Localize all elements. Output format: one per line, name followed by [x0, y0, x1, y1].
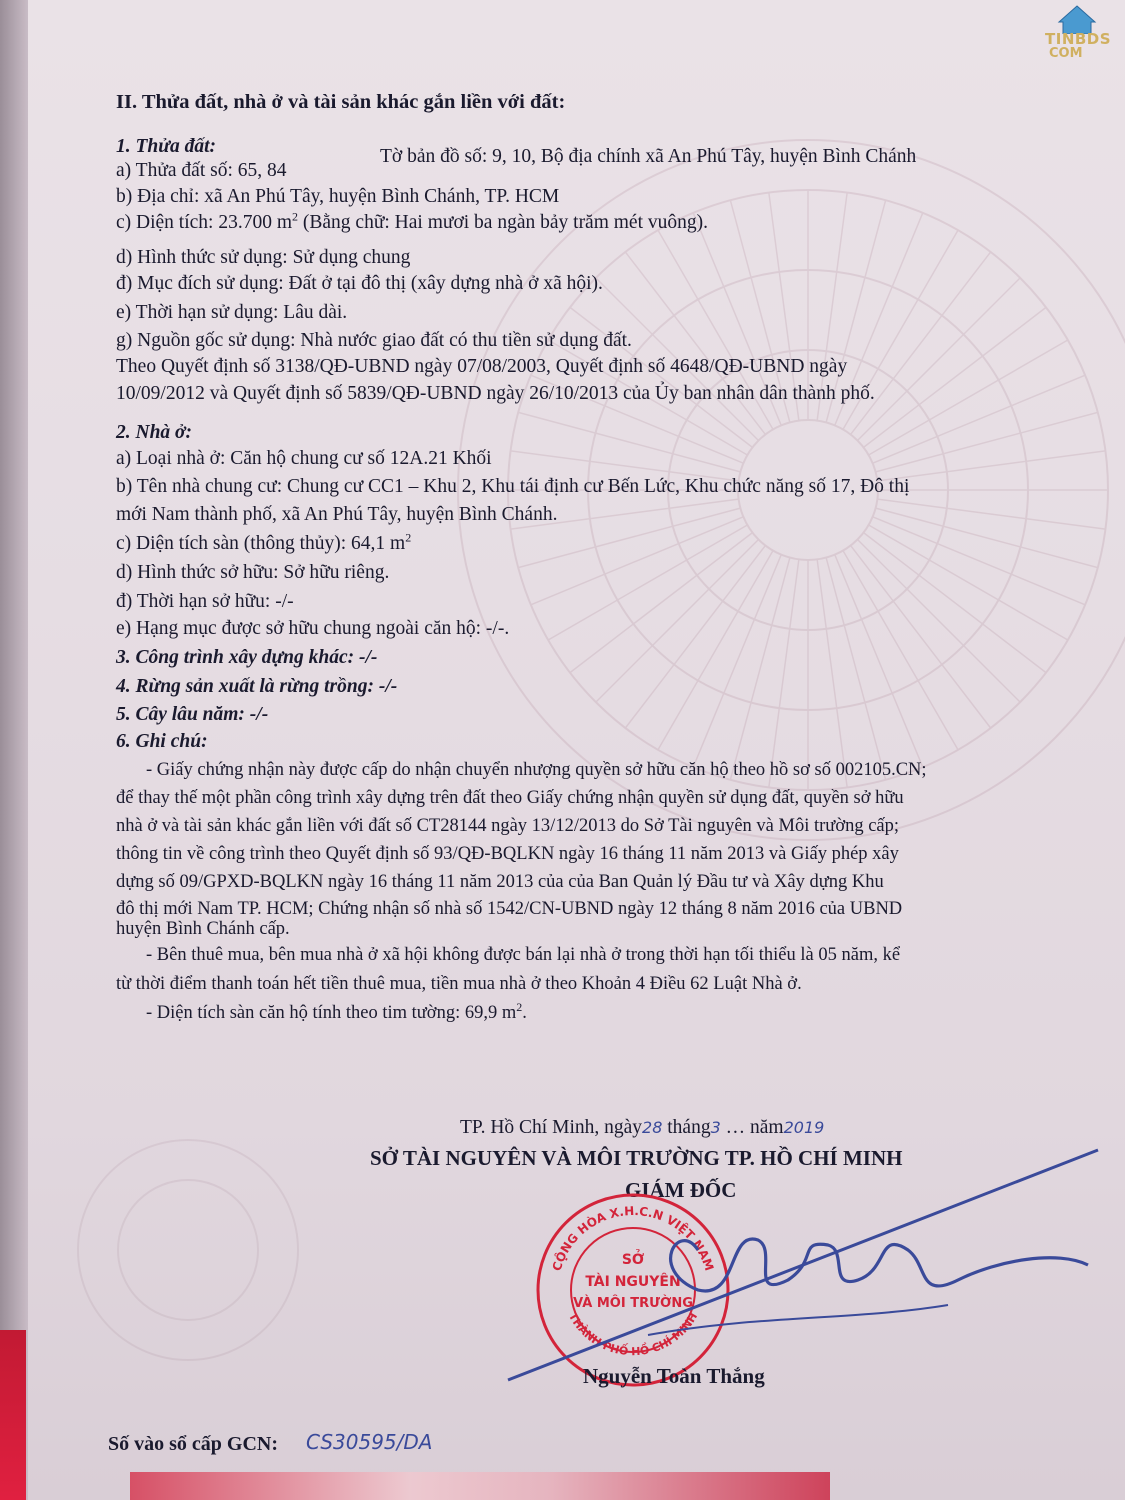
- certificate-page: [28, 0, 1125, 1500]
- signer-title: GIÁM ĐỐC: [625, 1178, 737, 1202]
- watermark-ray: [548, 525, 747, 640]
- watermark-ray: [869, 525, 1068, 640]
- watermark-ray: [596, 539, 759, 702]
- signing-month: 3: [710, 1118, 721, 1137]
- watermark-ray: [857, 539, 1020, 702]
- watermark-ray: [869, 340, 1068, 455]
- watermark-ray: [730, 558, 790, 780]
- tinbds-logo: [1035, 4, 1113, 64]
- registry-number: CS30595/DA: [306, 1430, 433, 1454]
- page-edge: [0, 0, 28, 1500]
- note-3: - Diện tích sàn căn hộ tính theo tim tường: 69,9 $m^2$.: [146, 999, 527, 1023]
- watermark-ray: [817, 559, 847, 787]
- land-address: b) Địa chỉ: xã An Phú Tây, huyện Bình Chánh, TP. HCM: [116, 186, 560, 207]
- note-2-line1: - Bên thuê mua, bên mua nhà ở xã hội không được bán lại nhà ở trong thời hạn tối thiểu là 05 năm, kể: [146, 945, 901, 965]
- land-area: c) Diện tích: 23.700 $m^2$ (Bằng chữ: Hai mươi ba ngàn bảy trăm mét vuông).: [116, 209, 708, 233]
- other-works: 3. Công trình xây dựng khác: -/-: [116, 647, 378, 668]
- red-cover-bottom: [130, 1472, 830, 1500]
- land-use-form: d) Hình thức sử dụng: Sử dụng chung: [116, 247, 411, 268]
- note-1-line4: thông tin về công trình theo Quyết định số 93/QĐ-BQLKN ngày 16 tháng 11 năm 2013 và Giấy phép xây: [116, 844, 899, 864]
- house-floor-area: c) Diện tích sàn (thông thủy): 64,1 $m^2$: [116, 530, 412, 554]
- house-common-items: e) Hạng mục được sở hữu chung ngoài căn hộ: -/-.: [116, 618, 510, 639]
- land-parcel: a) Thửa đất số: 65, 84: [116, 160, 287, 181]
- handwritten-signature: [498, 1130, 1118, 1390]
- house-building-line1: b) Tên nhà chung cư: Chung cư CC1 – Khu 2, Khu tái định cư Bến Lức, Khu chức năng số 17, Đô thị: [116, 476, 910, 497]
- house-heading: 2. Nhà ở:: [116, 422, 193, 443]
- house-ownership-form: d) Hình thức sở hữu: Sở hữu riêng.: [116, 562, 390, 583]
- signing-year: 2019: [783, 1118, 825, 1137]
- land-heading: 1. Thửa đất:: [116, 136, 216, 157]
- stamp-line-2: TÀI NGUYÊN: [585, 1274, 681, 1290]
- watermark-ray: [877, 499, 1105, 529]
- signing-day: 28: [642, 1118, 663, 1137]
- note-1-line1: - Giấy chứng nhận này được cấp do nhận chuyển nhượng quyền sở hữu căn hộ theo hồ sơ số 002105.CN;: [146, 760, 927, 780]
- logo-text-line1: TINBDS: [1045, 30, 1112, 48]
- note-1-line3: nhà ở và tài sản khác gắn liền với đất số CT28144 ngày 13/12/2013 do Sở Tài nguyên và Môi trường cấp;: [116, 816, 900, 836]
- watermark-ray: [518, 412, 740, 472]
- watermark-rosette-small: [68, 1130, 308, 1370]
- stamp-ring-text: CỘNG HÒA X.H.C.N VIỆT NAM: [549, 1203, 717, 1273]
- stamp-bottom-text: THÀNH PHỐ HỒ CHÍ MINH: [565, 1310, 701, 1359]
- house-building-line2: mới Nam thành phố, xã An Phú Tây, huyện Bình Chánh.: [116, 504, 558, 525]
- watermark-ray: [769, 559, 799, 787]
- signing-place-date: TP. Hồ Chí Minh, ngày28 tháng3 … năm2019: [460, 1117, 825, 1138]
- perennial-trees: 5. Cây lâu năm: -/-: [116, 704, 269, 725]
- land-decision-line2: 10/09/2012 và Quyết định số 5839/QĐ-UBND ngày 26/10/2013 của Ủy ban nhân dân thành phố.: [116, 383, 875, 404]
- note-1-line2: để thay thế một phần công trình xây dựng trên đất theo Giấy chứng nhận quyền sử dụng đất, quyền sở hữu: [116, 788, 904, 808]
- land-use-term: e) Thời hạn sử dụng: Lâu dài.: [116, 302, 348, 323]
- stamp-line-1: SỞ: [621, 1252, 645, 1268]
- land-map-sheet: Tờ bản đồ số: 9, 10, Bộ địa chính xã An Phú Tây, huyện Bình Chánh: [380, 146, 917, 167]
- watermark-ray: [877, 451, 1105, 481]
- house-ownership-term: đ) Thời hạn sở hữu: -/-: [116, 591, 294, 612]
- watermark-ray: [857, 278, 1020, 441]
- watermark-ray: [843, 551, 958, 750]
- note-1-line6: đô thị mới Nam TP. HCM; Chứng nhận số nhà số 1542/CN-UBND ngày 12 tháng 8 năm 2016 của UBND: [116, 899, 903, 919]
- land-decision-line1: Theo Quyết định số 3138/QĐ-UBND ngày 07/08/2003, Quyết định số 4648/QĐ-UBND ngày: [116, 356, 848, 377]
- house-type: a) Loại nhà ở: Căn hộ chung cư số 12A.21 Khối: [116, 448, 492, 469]
- watermark-ray: [658, 551, 773, 750]
- watermark-ray: [876, 412, 1098, 472]
- land-origin: g) Nguồn gốc sử dụng: Nhà nước giao đất có thu tiền sử dụng đất.: [116, 330, 632, 351]
- note-2-line2: từ thời điểm thanh toán hết tiền thuê mua, tiền mua nhà ở theo Khoản 4 Điều 62 Luật Nhà ở.: [116, 974, 802, 994]
- watermark-ray: [826, 558, 886, 780]
- issuing-agency: SỞ TÀI NGUYÊN VÀ MÔI TRƯỜNG TP. HỒ CHÍ MINH: [370, 1146, 903, 1170]
- watermark-ray: [876, 508, 1098, 568]
- note-1-line5: dựng số 09/GPXD-BQLKN ngày 16 tháng 11 năm 2013 của của Ban Quản lý Đầu tư và Xây dựng Khu: [116, 872, 884, 892]
- land-use-purpose: đ) Mục đích sử dụng: Đất ở tại đô thị (xây dựng nhà ở xã hội).: [116, 273, 603, 294]
- stamp-line-3: VÀ MÔI TRƯỜNG: [573, 1296, 693, 1311]
- note-1-line7: huyện Bình Chánh cấp.: [116, 919, 290, 939]
- signer-name: Nguyễn Toàn Thắng: [583, 1364, 765, 1388]
- red-cover-edge: [0, 1330, 26, 1500]
- registry-label: Số vào sổ cấp GCN:: [108, 1433, 279, 1455]
- notes-heading: 6. Ghi chú:: [116, 731, 208, 752]
- logo-text-line2: COM: [1049, 46, 1083, 61]
- section-title: II. Thửa đất, nhà ở và tài sản khác gắn liền với đất:: [116, 91, 566, 113]
- planted-forest: 4. Rừng sản xuất là rừng trồng: -/-: [116, 676, 398, 697]
